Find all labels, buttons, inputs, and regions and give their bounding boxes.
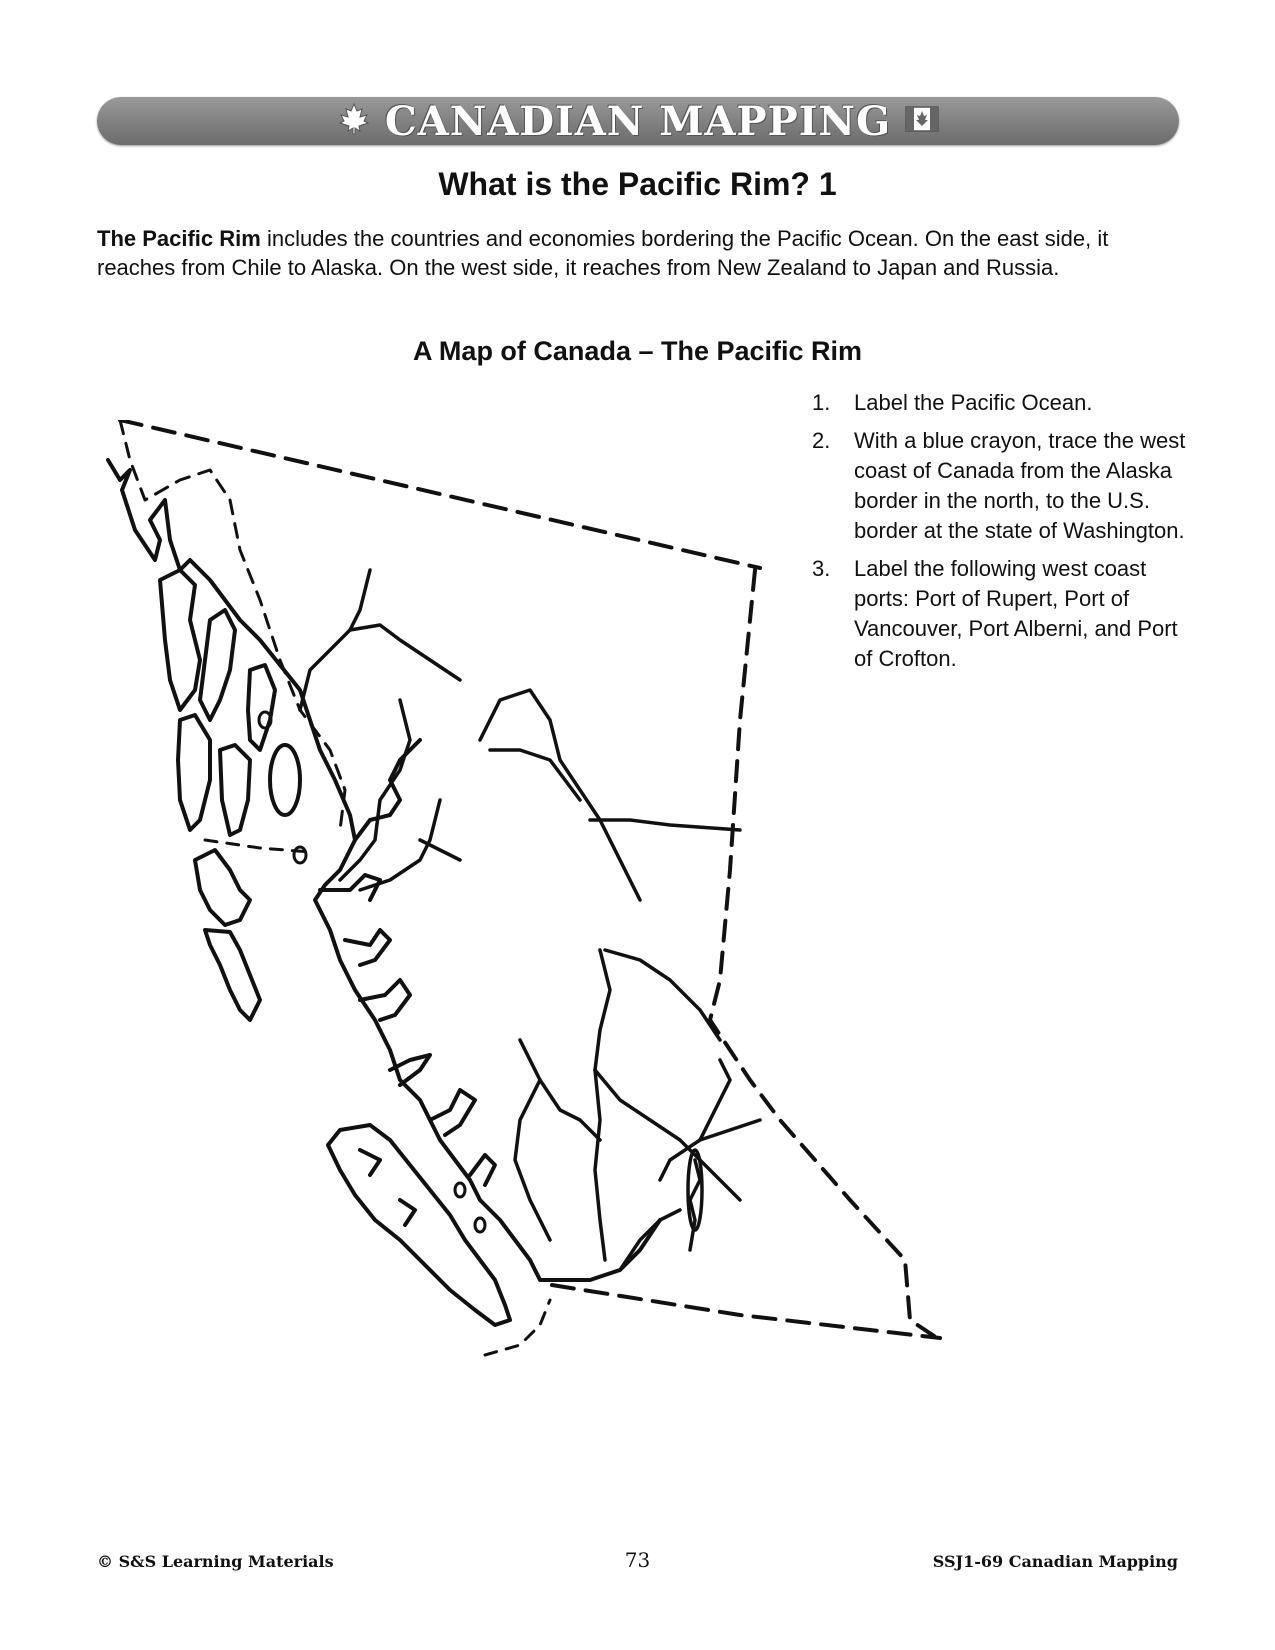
river	[590, 820, 740, 830]
instruction-item	[812, 388, 1192, 418]
inlet	[345, 930, 390, 965]
river	[690, 1160, 700, 1250]
river	[700, 1060, 730, 1140]
coastal-island	[160, 570, 200, 710]
river	[520, 1040, 600, 1140]
footer-book-title: SSJ1-69 Canadian Mapping	[932, 1552, 1178, 1571]
vancouver-island-inlet	[360, 1150, 380, 1175]
instruction-number: 1.	[812, 390, 831, 415]
coastal-island	[178, 715, 210, 830]
instruction-text: Label the Pacific Ocean.	[854, 390, 1093, 415]
coastal-island	[270, 745, 300, 815]
northern-border	[120, 420, 760, 568]
coastal-island	[248, 665, 275, 750]
inlet	[470, 1155, 495, 1185]
vancouver-island-inlet	[400, 1200, 415, 1225]
page-title: What is the Pacific Rim? 1	[438, 166, 837, 202]
inlet	[360, 980, 410, 1020]
haida-gwaii-south	[205, 930, 260, 1020]
instruction-text: With a blue crayon, trace the west coast of Canada from the Alaska border in the north, to the U.S. border at the state of Washington.	[854, 428, 1186, 543]
coastal-island	[294, 847, 306, 863]
coastal-island	[220, 745, 250, 835]
instruction-number: 2.	[812, 428, 831, 453]
bc-outline-map	[100, 420, 1000, 1430]
river	[595, 950, 610, 1260]
coastal-island	[475, 1218, 485, 1232]
intro-paragraph	[97, 224, 1187, 282]
coastal-island	[200, 610, 235, 720]
juan-de-fuca-border	[485, 1300, 550, 1355]
instruction-text: Label the following west coast ports: Port of Rupert, Port of Vancouver, Port Alberni, and Port of Crofton.	[854, 556, 1178, 671]
canada-flag-icon	[905, 106, 939, 137]
instruction-number: 3.	[812, 556, 831, 581]
header-banner	[97, 97, 1179, 145]
inlet	[430, 1090, 475, 1135]
map-title: A Map of Canada – The Pacific Rim	[412, 336, 863, 366]
river	[350, 625, 460, 680]
river	[490, 750, 580, 800]
maple-leaf-icon	[337, 102, 371, 141]
footer-copyright: © S&S Learning Materials	[97, 1552, 334, 1571]
river	[300, 570, 370, 710]
river	[515, 1080, 550, 1240]
intro-bold-term: The Pacific Rim	[97, 226, 261, 251]
coastal-island	[455, 1183, 465, 1197]
eastern-border	[710, 570, 940, 1340]
haida-gwaii	[195, 850, 250, 925]
page-number: 73	[624, 1548, 651, 1572]
river	[480, 690, 640, 900]
river	[605, 950, 720, 1040]
southern-border	[552, 1285, 940, 1338]
banner-title: CANADIAN MAPPING	[384, 97, 892, 145]
intro-text: includes the countries and economies bordering the Pacific Ocean. On the east side, it reaches from Chile to Alaska. On the west side, it reaches from New Zealand to Japan and Russia.	[97, 226, 1109, 280]
